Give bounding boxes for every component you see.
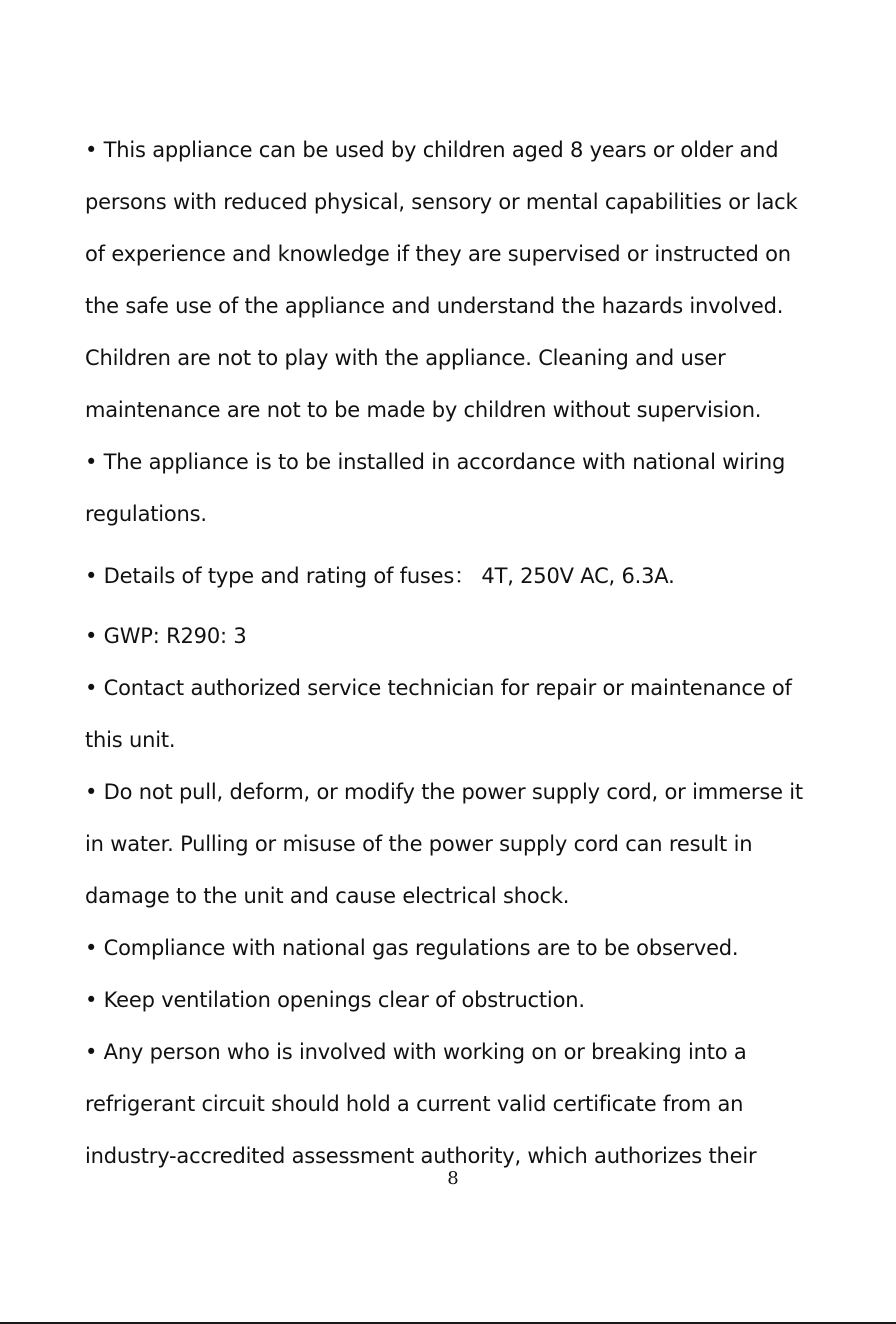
text-line: Children are not to play with the appliance. Cleaning and user bbox=[85, 346, 726, 370]
text-line: • GWP: R290: 3 bbox=[85, 624, 247, 648]
safety-instructions bbox=[85, 124, 845, 1182]
text-line: damage to the unit and cause electrical shock. bbox=[85, 884, 570, 908]
text-line: persons with reduced physical, sensory or mental capabilities or lack bbox=[85, 190, 798, 214]
text-line: • Do not pull, deform, or modify the power supply cord, or immerse it bbox=[85, 780, 803, 804]
text-line: the safe use of the appliance and understand the hazards involved. bbox=[85, 294, 784, 318]
text-line: industry-accredited assessment authority, which authorizes their bbox=[85, 1144, 757, 1168]
text-line: • Compliance with national gas regulations are to be observed. bbox=[85, 936, 739, 960]
text-line: • Any person who is involved with working on or breaking into a bbox=[85, 1040, 747, 1064]
text-line: regulations. bbox=[85, 502, 207, 526]
page-number: 8 bbox=[447, 1168, 459, 1189]
text-line: refrigerant circuit should hold a current valid certificate from an bbox=[85, 1092, 744, 1116]
text-line: in water. Pulling or misuse of the power supply cord can result in bbox=[85, 832, 753, 856]
text-line: • Keep ventilation openings clear of obstruction. bbox=[85, 988, 585, 1012]
text-line: maintenance are not to be made by children without supervision. bbox=[85, 398, 762, 422]
text-line: of experience and knowledge if they are supervised or instructed on bbox=[85, 242, 791, 266]
text-line: • Contact authorized service technician for repair or maintenance of bbox=[85, 676, 792, 700]
text-line: • This appliance can be used by children aged 8 years or older and bbox=[85, 138, 779, 162]
text-line: • The appliance is to be installed in accordance with national wiring bbox=[85, 450, 786, 474]
text-line: this unit. bbox=[85, 728, 176, 752]
text-line: • Details of type and rating of fuses： 4T, 250V AC, 6.3A. bbox=[85, 564, 675, 588]
